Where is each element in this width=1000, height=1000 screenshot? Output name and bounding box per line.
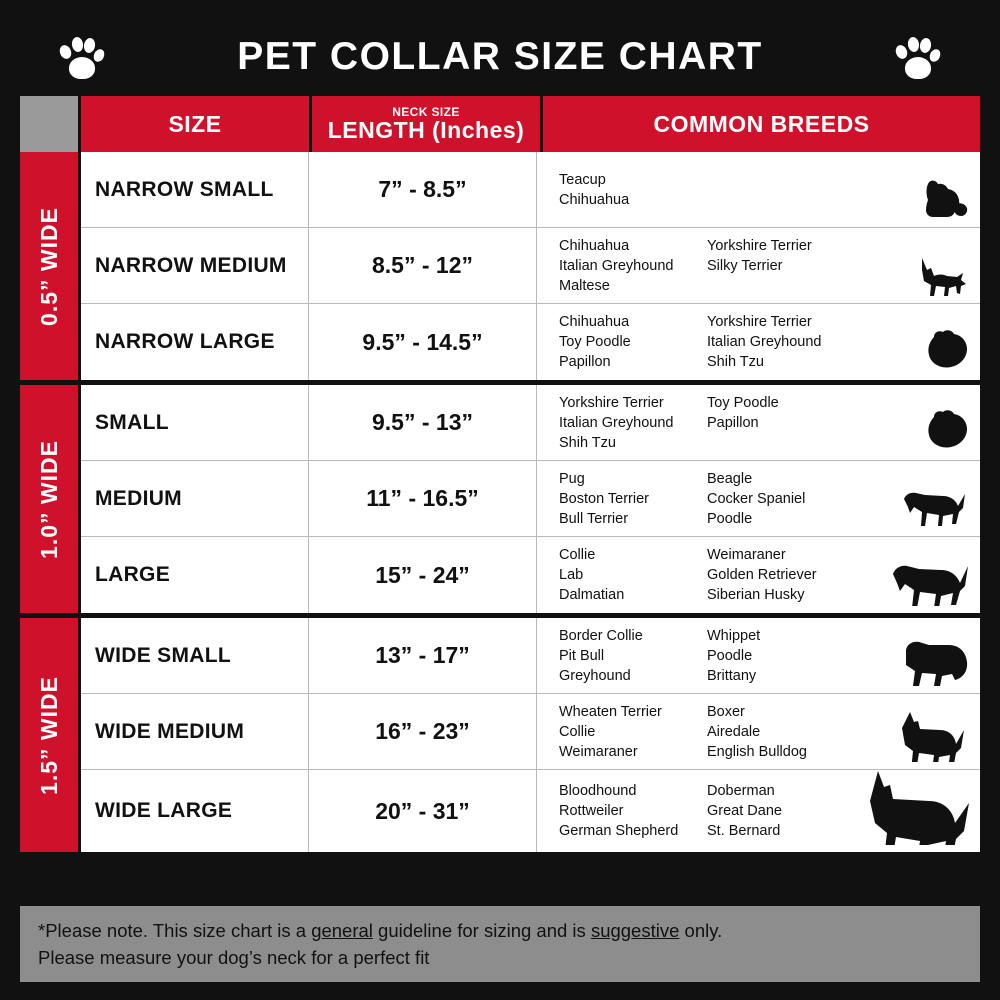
breed-name: Toy Poodle [707,394,779,411]
dog-silhouette-yorkie [920,178,970,225]
table-row [81,385,980,461]
width-band [20,385,78,613]
breed-name: Silky Terrier [707,257,783,274]
breed-column [559,393,707,453]
cell-neck-length: 7” - 8.5” [309,152,537,227]
footer-text-general: general [311,920,373,942]
column-header-length-sub: NECK SIZE [392,105,460,119]
breed-column [707,393,855,453]
breed-name: Pug [559,470,585,487]
breed-name: Beagle [707,470,753,487]
breed-name: Yorkshire Terrier [707,237,812,254]
breed-name: Collie [559,547,596,563]
cell-neck-length: 16” - 23” [309,694,537,769]
breed-column [707,781,855,841]
table-header-row [20,96,980,152]
table-row [81,461,980,537]
cell-breeds [537,152,980,227]
breed-name: Boxer [707,703,745,720]
chart-header [20,18,980,96]
group-rows [81,385,980,613]
cell-size: WIDE LARGE [81,770,309,852]
width-group [20,152,980,380]
cell-neck-length: 20” - 31” [309,770,537,852]
breed-name: Shih Tzu [707,354,764,370]
breed-name: Italian Greyhound [707,334,822,350]
cell-breeds [537,618,980,693]
paw-icon [56,31,108,83]
breed-column [707,170,855,210]
width-group [20,385,980,613]
column-header-length [312,96,540,152]
breed-column [707,702,855,762]
breed-name: Cocker Spaniel [707,490,806,507]
breed-name: Chihuahua [559,237,630,254]
table-row [81,537,980,613]
table-body [20,152,980,906]
dog-silhouette-boxer [896,706,970,767]
dog-silhouette-bulldog [896,640,970,691]
width-group [20,618,980,852]
cell-size: LARGE [81,537,309,613]
breed-name: Siberian Husky [707,587,805,603]
breed-name: Chihuahua [559,314,630,330]
breed-name: Wheaten Terrier [559,703,662,720]
breed-name: Border Collie [559,627,643,644]
breed-name: Doberman [707,783,775,799]
footer-text-c: only. [679,920,723,942]
cell-size: SMALL [81,385,309,460]
breed-name: Papillon [707,414,759,431]
page-title: PET COLLAR SIZE CHART [237,35,763,78]
table-row [81,694,980,770]
dog-silhouette-chihuahua [916,254,970,301]
cell-neck-length: 9.5” - 14.5” [309,304,537,380]
breed-column [559,236,707,296]
breed-name: Golden Retriever [707,567,817,583]
header-corner-cell [20,96,78,152]
breed-name: German Shepherd [559,823,679,839]
breed-column [707,312,855,372]
breed-column [559,469,707,529]
cell-size: WIDE MEDIUM [81,694,309,769]
cell-neck-length: 11” - 16.5” [309,461,537,536]
footer-text-b: guideline for sizing and is [372,920,591,942]
group-rows [81,152,980,380]
breed-column [559,170,707,210]
width-band [20,152,78,380]
breed-column [559,626,707,686]
breed-name: Yorkshire Terrier [707,314,812,330]
cell-neck-length: 15” - 24” [309,537,537,613]
width-band [20,618,78,852]
dog-silhouette-retriever [890,560,970,611]
footer-line-1 [38,918,962,945]
breed-name: Italian Greyhound [559,414,674,431]
cell-breeds [537,304,980,380]
breed-name: Collie [559,723,596,740]
table-row [81,228,980,304]
footer-text-suggestive: suggestive [590,920,680,942]
breed-name: Italian Greyhound [559,257,674,274]
breed-name: Dalmatian [559,587,625,603]
cell-size: WIDE SMALL [81,618,309,693]
breed-column [559,545,707,605]
breed-name: Toy Poodle [559,334,631,350]
breed-name: Lab [559,567,584,583]
breed-name: Poodle [707,510,753,527]
breed-name: Whippet [707,627,761,644]
cell-breeds [537,228,980,303]
width-band-label: 0.5” WIDE [35,206,62,326]
cell-neck-length: 9.5” - 13” [309,385,537,460]
breed-column [559,781,707,841]
breed-name: Boston Terrier [559,490,649,507]
column-header-breeds: COMMON BREEDS [543,96,980,152]
breed-column [559,312,707,372]
footer-text-a: *Please note. This size chart is a [38,920,312,942]
breed-name: Poodle [707,647,753,664]
cell-breeds [537,770,980,852]
breed-name: Papillon [559,354,611,370]
column-header-size: SIZE [81,96,309,152]
cell-breeds [537,385,980,460]
size-table [20,96,980,906]
table-row [81,618,980,694]
table-row [81,770,980,852]
cell-breeds [537,461,980,536]
table-row [81,152,980,228]
breed-column [707,236,855,296]
cell-size: NARROW MEDIUM [81,228,309,303]
breed-column [707,469,855,529]
dog-silhouette-doberman [860,767,970,850]
cell-neck-length: 13” - 17” [309,618,537,693]
cell-size: NARROW LARGE [81,304,309,380]
dog-silhouette-pomeranian [922,329,970,378]
dog-silhouette-beagle [900,487,970,534]
breed-name: English Bulldog [707,743,807,760]
breed-name: Teacup [559,171,606,188]
breed-name: Airedale [707,723,761,740]
breed-column [707,545,855,605]
cell-breeds [537,694,980,769]
footer-note [20,906,980,982]
breed-column [559,702,707,762]
footer-line-2: Please measure your dog’s neck for a perfect fit [38,947,430,969]
breed-name: Great Dane [707,803,782,819]
cell-size: MEDIUM [81,461,309,536]
width-band-label: 1.5” WIDE [35,675,62,795]
dog-silhouette-pomeranian [922,409,970,458]
breed-name: Maltese [559,277,610,294]
group-rows [81,618,980,852]
breed-name: Yorkshire Terrier [559,394,664,411]
breed-name: Pit Bull [559,647,605,664]
breed-name: Weimaraner [707,547,786,563]
table-row [81,304,980,380]
cell-breeds [537,537,980,613]
breed-name: St. Bernard [707,823,781,839]
breed-name: Shih Tzu [559,434,616,451]
cell-size: NARROW SMALL [81,152,309,227]
breed-name: Greyhound [559,667,631,684]
breed-name: Chihuahua [559,191,630,208]
breed-name: Bull Terrier [559,510,629,527]
cell-neck-length: 8.5” - 12” [309,228,537,303]
column-header-length-main: LENGTH (Inches) [327,117,525,143]
breed-name: Weimaraner [559,743,638,760]
breed-column [707,626,855,686]
breed-name: Bloodhound [559,783,637,799]
width-band-label: 1.0” WIDE [35,439,62,559]
breed-name: Rottweiler [559,803,624,819]
paw-icon [892,31,944,83]
breed-name: Brittany [707,667,757,684]
